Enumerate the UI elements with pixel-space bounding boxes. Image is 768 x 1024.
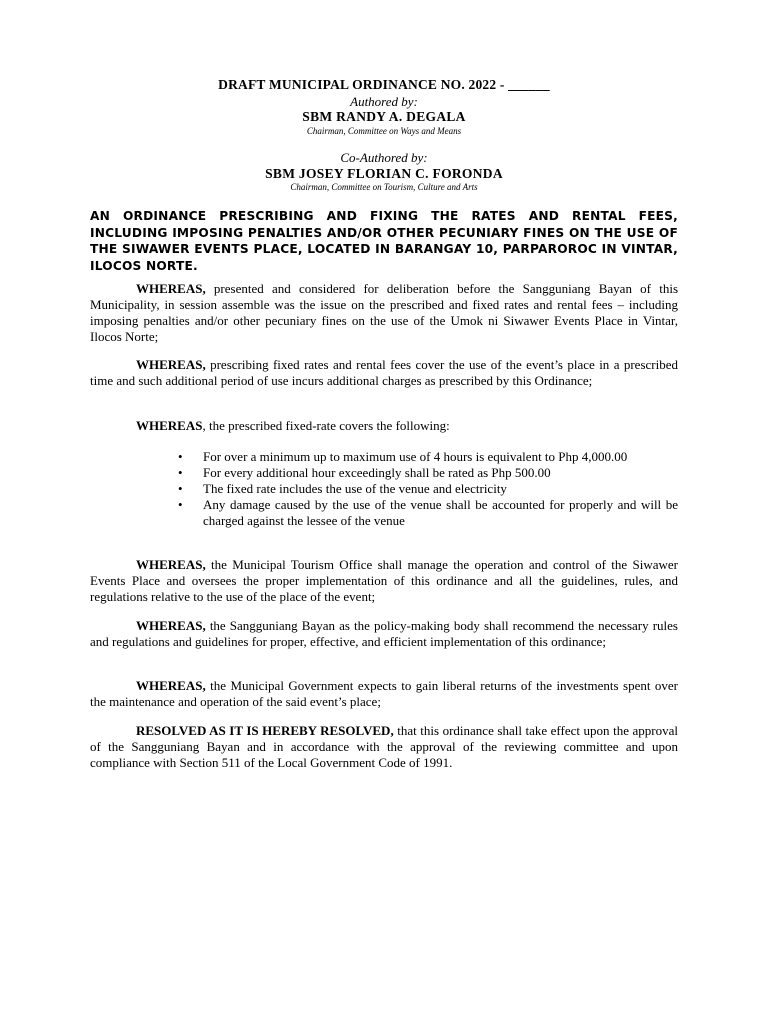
paragraph-lead: WHEREAS,	[136, 281, 206, 296]
paragraph-text: , the prescribed fixed-rate covers the following:	[202, 418, 450, 433]
bullet-icon: •	[178, 497, 183, 512]
paragraph-lead: WHEREAS	[136, 418, 203, 433]
author-role: Chairman, Committee on Ways and Means	[306, 126, 462, 136]
list-item	[178, 497, 678, 529]
list-item	[178, 465, 678, 481]
resolved-paragraph	[90, 723, 678, 771]
whereas-paragraph-4	[90, 557, 678, 605]
paragraph-text: prescribing fixed rates and rental fees cover the use of the event’s place in a prescribed time and such additional period of use incurs additional charges as prescribed by this Ordinance;	[90, 357, 678, 388]
author-name: SBM RANDY A. DEGALA	[302, 109, 466, 124]
paragraph-lead: WHEREAS,	[136, 557, 206, 572]
ordinance-number-title: DRAFT MUNICIPAL ORDINANCE NO. 2022 - ______	[218, 77, 550, 92]
whereas-paragraph-1	[90, 281, 678, 345]
list-item	[178, 449, 678, 465]
whereas-paragraph-5	[90, 618, 678, 650]
paragraph-text: the Sangguniang Bayan as the policy-making body shall recommend the necessary rules and regulations and guidelines for proper, effective, and efficient implementation of this ordinance;	[90, 618, 678, 649]
list-item-text: For over a minimum up to maximum use of 4 hours is equivalent to Php 4,000.00	[203, 449, 628, 464]
bullet-icon: •	[178, 481, 183, 496]
fixed-rate-list	[178, 449, 678, 529]
coauthor-role: Chairman, Committee on Tourism, Culture and Arts	[290, 182, 478, 192]
paragraph-lead: WHEREAS,	[136, 678, 206, 693]
ordinance-title: AN ORDINANCE PRESCRIBING AND FIXING THE RATES AND RENTAL FEES, INCLUDING IMPOSING PENALTIES AND/OR OTHER PECUNIARY FINES ON THE USE OF THE SIWAWER EVENTS PLACE, LOCATED IN BARANGAY 10, PARPAROROC IN VINTAR, ILOCOS NORTE.	[90, 209, 678, 273]
paragraph-text: the Municipal Tourism Office shall manage the operation and control of the Siwawer Events Place and oversees the proper implementation of this ordinance and all the guidelines, rules, and regulations relative to the use of the place of the event;	[90, 557, 678, 604]
list-item-text: The fixed rate includes the use of the venue and electricity	[203, 481, 507, 496]
bullet-icon: •	[178, 449, 183, 464]
bullet-icon: •	[178, 465, 183, 480]
paragraph-lead: RESOLVED AS IT IS HEREBY RESOLVED,	[136, 723, 394, 738]
paragraph-text: that this ordinance shall take effect upon the approval of the Sangguniang Bayan and in accordance with the approval of the reviewing committee and upon compliance with Section 511 of the Local Government Code of 1991.	[90, 723, 678, 770]
paragraph-text: presented and considered for deliberation before the Sangguniang Bayan of this Municipality, in session assemble was the issue on the prescribed and fixed rates and rental fees – including imposing penalties and/or other pecuniary fines on the use of the Umok ni Siwawer Events Place in Vintar, Ilocos Norte;	[90, 281, 678, 344]
coauthored-by-label: Co-Authored by:	[340, 150, 428, 165]
whereas-paragraph-6	[90, 678, 678, 710]
list-item-text: Any damage caused by the use of the venue shall be accounted for properly and will be charged against the lessee of the venue	[203, 497, 678, 528]
list-item	[178, 481, 678, 497]
whereas-paragraph-2	[90, 357, 678, 389]
authored-by-label: Authored by:	[350, 94, 418, 109]
coauthor-name: SBM JOSEY FLORIAN C. FORONDA	[265, 166, 503, 181]
paragraph-text: the Municipal Government expects to gain liberal returns of the investments spent over the maintenance and operation of the said event’s place;	[90, 678, 678, 709]
list-item-text: For every additional hour exceedingly shall be rated as Php 500.00	[203, 465, 551, 480]
whereas-paragraph-3	[90, 418, 678, 434]
paragraph-lead: WHEREAS,	[136, 618, 206, 633]
paragraph-lead: WHEREAS,	[136, 357, 206, 372]
